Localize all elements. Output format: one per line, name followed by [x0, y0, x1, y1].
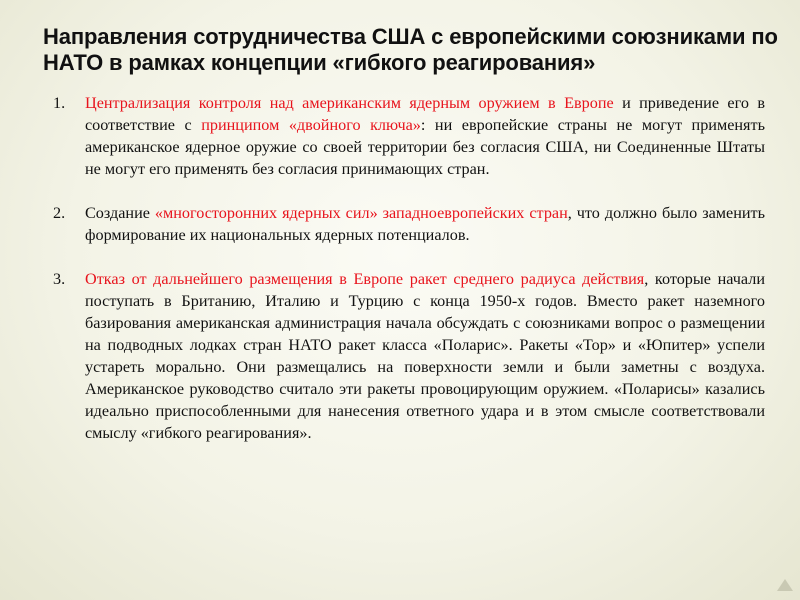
- text-run: , что должно было заменить формирование их национальных ядерных потенциалов.: [85, 204, 765, 244]
- text-run: , которые начали поступать в Британию, Италию и Турцию с конца 1950-х годов. Вместо ракет наземного базирования американская администрация начала обсуждать с союзниками вопрос о размещении на подводных лодках стран НАТО ракет класса «Поларис». Ракеты «Тор» и «Юпитер» успели устареть морально. Они размещались на поверхности земли и были заметны с воздуха. Американское руководство считало эти ракеты провоцирующим оружием. «Поларисы» казались идеально приспособленными для нанесения ответного удара и в этом смысле соответствовали смыслу «гибкого реагирования».: [85, 270, 765, 442]
- list-text-1: [85, 94, 765, 178]
- text-run: Централизация контроля над американским ядерным оружием в Европе: [85, 94, 614, 112]
- list-item-1: [0, 92, 765, 180]
- text-run: принципом «двойного ключа»: [201, 116, 421, 134]
- numbered-list: [0, 92, 800, 466]
- text-run: : ни европейские страны не могут применять американское ядерное оружие со своей территории без согласия США, ни Соединенные Штаты не могут его применять без согласия принимающих стран.: [85, 116, 765, 178]
- slide-title: Направления сотрудничества США с европейскими союзниками по НАТО в рамках концепции «гибкого реагирования»: [43, 24, 778, 75]
- list-number: 1.: [53, 94, 66, 112]
- text-run: «многосторонних ядерных сил» западноевропейских стран: [154, 204, 568, 222]
- list-item-2: [0, 202, 765, 246]
- list-text-2: [85, 204, 765, 244]
- list-number: 2.: [53, 204, 66, 222]
- list-number: 3.: [53, 270, 66, 288]
- list-item-3: [0, 268, 765, 444]
- text-run: и приведение его в соответствие с: [85, 94, 765, 134]
- text-run: Отказ от дальнейшего размещения в Европе ракет среднего радиуса действия: [85, 270, 645, 288]
- triangle-nav-icon[interactable]: [776, 578, 794, 592]
- list-text-3: [85, 270, 765, 442]
- text-run: Создание: [85, 204, 155, 222]
- triangle-icon-shape: [777, 579, 793, 591]
